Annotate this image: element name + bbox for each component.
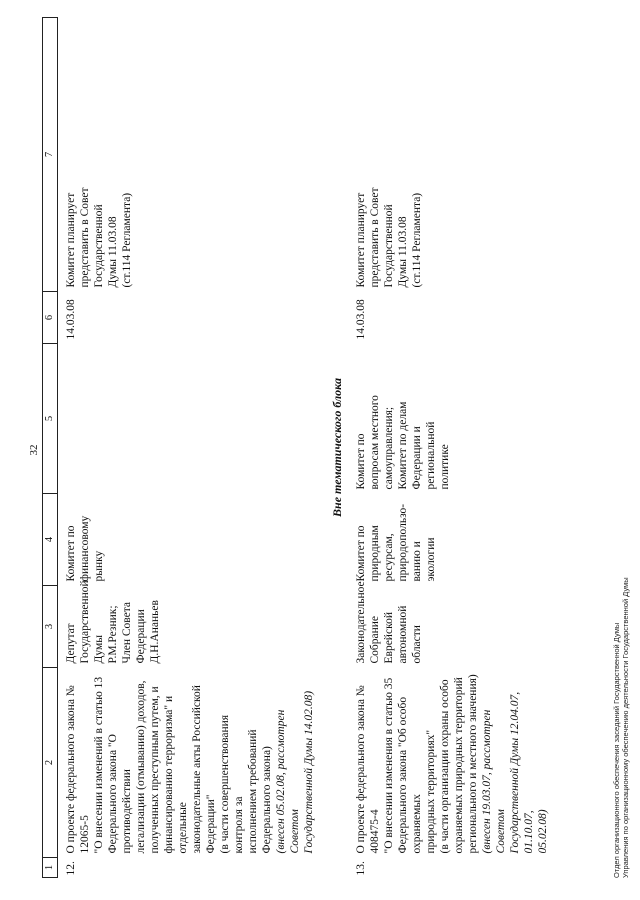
bill-note-line: Государственной Думы 12.04.07, 01.10.07, bbox=[509, 691, 535, 854]
initiator-cell bbox=[348, 581, 554, 668]
initiator-line: Собрание Еврейской bbox=[369, 612, 395, 664]
plan-line: Думы 11.03.08 bbox=[397, 216, 409, 288]
bill-title-line: законодательные акты Российской Федерации" bbox=[191, 685, 217, 854]
co-executor-line: вопросам местного bbox=[369, 395, 381, 490]
committee-line: Комитет по bbox=[65, 525, 77, 582]
co-executor-line: Федерации и bbox=[411, 426, 423, 490]
bill-title-line: финансированию терроризма" и отдельные bbox=[163, 695, 189, 854]
column-number: 7 bbox=[43, 18, 58, 292]
row-number: 13. bbox=[355, 861, 367, 876]
initiator-line: Законодательное bbox=[355, 581, 367, 664]
plan-line: Комитет планирует bbox=[65, 192, 77, 288]
bill-note-line: 05.02.08) bbox=[537, 809, 549, 854]
plan-line: Государственной bbox=[93, 204, 105, 288]
plan-line: Думы 11.03.08 bbox=[107, 216, 119, 288]
co-executor-cell bbox=[348, 344, 554, 494]
co-executor-line: Комитет по bbox=[355, 433, 367, 490]
plan-line: (ст.114 Регламента) bbox=[411, 192, 423, 288]
committee-line: рынку bbox=[93, 550, 105, 582]
agenda-table bbox=[42, 17, 554, 878]
bill-title-line: природных территориях" bbox=[425, 729, 437, 854]
column-number: 5 bbox=[43, 344, 58, 494]
committee-cell bbox=[58, 494, 321, 586]
co-executor-cell bbox=[58, 344, 321, 494]
bill-title-line: "О внесении изменений в статью 13 bbox=[93, 676, 105, 854]
plan-cell bbox=[58, 18, 321, 292]
page-number: 32 bbox=[28, 444, 40, 456]
bill-note-line: (внесен 19.03.07, рассмотрен Советом bbox=[481, 709, 507, 854]
column-number-row bbox=[43, 18, 58, 878]
bill-title-line: полученных преступным путем, и bbox=[149, 686, 161, 854]
initiator-line: Д.Н.Ананьев bbox=[149, 600, 161, 664]
initiator-line: Федерации bbox=[135, 609, 147, 664]
committee-line: природопользо- bbox=[397, 503, 409, 582]
column-number: 3 bbox=[43, 586, 58, 668]
initiator-line: Член Совета bbox=[121, 601, 133, 664]
block-title-row bbox=[320, 18, 348, 878]
bill-title-cell bbox=[58, 668, 321, 858]
column-number: 6 bbox=[43, 292, 58, 344]
bill-title-line: Федерального закона "Об особо охраняемых bbox=[397, 696, 423, 854]
initiator-cell bbox=[58, 580, 321, 668]
bill-title-line: регионального и местного значения) bbox=[467, 674, 479, 854]
bill-title-line: исполнением требований Федерального закона) bbox=[247, 729, 273, 854]
initiator-line: Депутат bbox=[65, 623, 77, 664]
bill-title-line: (в части организации охраны особо bbox=[439, 679, 451, 854]
bill-title-cell bbox=[348, 668, 554, 858]
bill-title-line: О проекте федерального закона № 408475-4 bbox=[355, 685, 381, 854]
plan-line: Комитет планирует bbox=[355, 192, 367, 288]
date-cell: 14.03.08 bbox=[355, 299, 367, 340]
plan-line: (ст.114 Регламента) bbox=[121, 192, 133, 288]
committee-line: ресурсам, bbox=[383, 533, 395, 582]
plan-line: представить в Совет bbox=[79, 187, 91, 288]
bill-note-line: (внесен 05.02.08, рассмотрен Советом bbox=[275, 709, 301, 854]
column-number: 2 bbox=[43, 668, 58, 858]
initiator-line: Думы bbox=[93, 635, 105, 664]
column-number: 4 bbox=[43, 494, 58, 586]
bill-title-line: охраняемых природных территорий bbox=[453, 677, 465, 854]
co-executor-line: Комитет по делам bbox=[397, 401, 409, 490]
plan-line: Государственной bbox=[383, 204, 395, 288]
co-executor-line: региональной bbox=[425, 421, 437, 490]
initiator-line: Р.М.Резник; bbox=[107, 605, 119, 664]
bill-title-line: (в части совершенствования контроля за bbox=[219, 714, 245, 854]
footer-line: Отдел организационного обеспечения заседаний Государственной Думы bbox=[612, 622, 621, 878]
bill-title-line: Федерального закона "О противодействии bbox=[107, 734, 133, 854]
bill-title-line: легализации (отмыванию) доходов, bbox=[135, 680, 147, 854]
co-executor-line: политике bbox=[439, 444, 451, 490]
co-executor-line: самоуправления; bbox=[383, 406, 395, 490]
footer-line: Управления по организационному обеспечению деятельности Государственной Думы bbox=[621, 577, 630, 878]
row-number: 12. bbox=[65, 861, 77, 876]
column-number: 1 bbox=[43, 858, 58, 878]
table-row bbox=[348, 18, 554, 878]
bill-note-line: Государственной Думы 14.02.08) bbox=[303, 690, 315, 854]
date-cell: 14.03.08 bbox=[65, 299, 77, 340]
plan-cell bbox=[348, 18, 554, 292]
plan-line: представить в Совет bbox=[369, 187, 381, 288]
bill-title-line: О проекте федерального закона № 12065-5 bbox=[65, 685, 91, 854]
bill-title-line: "О внесении изменения в статью 35 bbox=[383, 677, 395, 854]
committee-cell bbox=[348, 494, 554, 586]
committee-line: финансовому bbox=[79, 515, 91, 582]
block-title: Вне тематического блока bbox=[330, 378, 344, 517]
initiator-line: Государственной bbox=[79, 580, 91, 664]
committee-line: Комитет по bbox=[355, 525, 367, 582]
committee-line: ванию и экологии bbox=[411, 537, 437, 582]
initiator-line: автономной области bbox=[397, 605, 423, 664]
page-footer bbox=[612, 577, 630, 878]
committee-line: природным bbox=[369, 525, 381, 582]
table-row bbox=[58, 18, 321, 878]
